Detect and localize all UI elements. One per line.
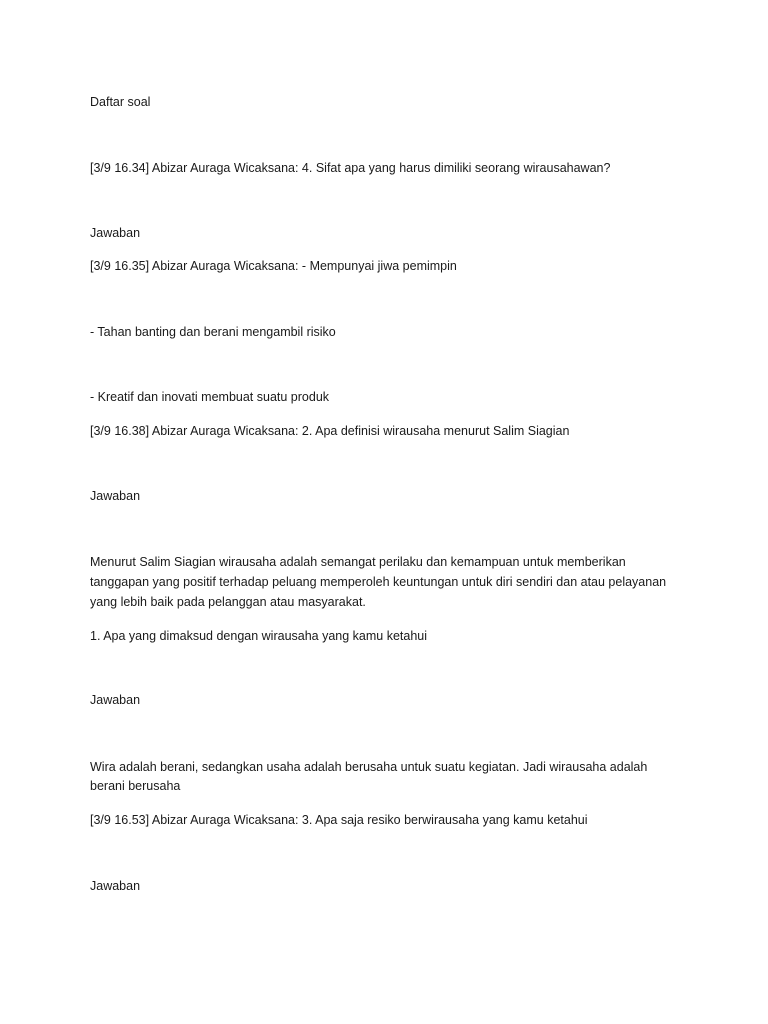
answer-2-line-3: yang lebih baik pada pelanggan atau masyarakat. — [90, 595, 366, 609]
question-1: 1. Apa yang dimaksud dengan wirausaha yang kamu ketahui — [90, 629, 428, 643]
answer-2-line-1: Menurut Salim Siagian wirausaha adalah semangat perilaku dan kemampuan untuk memberikan — [90, 555, 626, 569]
answer-4-line-2: - Tahan banting dan berani mengambil risiko — [90, 325, 336, 339]
question-3: [3/9 16.53] Abizar Auraga Wicaksana: 3. Apa saja resiko berwirausaha yang kamu ketahui — [90, 813, 588, 827]
answer-label-2: Jawaban — [90, 489, 141, 503]
answer-label-1: Jawaban — [90, 226, 141, 240]
answer-1-line-1: Wira adalah berani, sedangkan usaha adalah berusaha untuk suatu kegiatan. Jadi wirausaha adalah — [90, 760, 648, 774]
question-2: [3/9 16.38] Abizar Auraga Wicaksana: 2. Apa definisi wirausaha menurut Salim Siagian — [90, 424, 570, 438]
answer-2-line-2: tanggapan yang positif terhadap peluang memperoleh keuntungan untuk diri sendiri dan atau pelayanan — [90, 575, 667, 589]
document-heading: Daftar soal — [90, 95, 151, 109]
answer-label-3: Jawaban — [90, 693, 141, 707]
answer-1-line-2: berani berusaha — [90, 779, 181, 793]
answer-label-4: Jawaban — [90, 879, 141, 893]
answer-4-line-1: [3/9 16.35] Abizar Auraga Wicaksana: - Mempunyai jiwa pemimpin — [90, 259, 457, 273]
question-4: [3/9 16.34] Abizar Auraga Wicaksana: 4. Sifat apa yang harus dimiliki seorang wirausahawan? — [90, 161, 611, 175]
answer-4-line-3: - Kreatif dan inovati membuat suatu produk — [90, 390, 330, 404]
